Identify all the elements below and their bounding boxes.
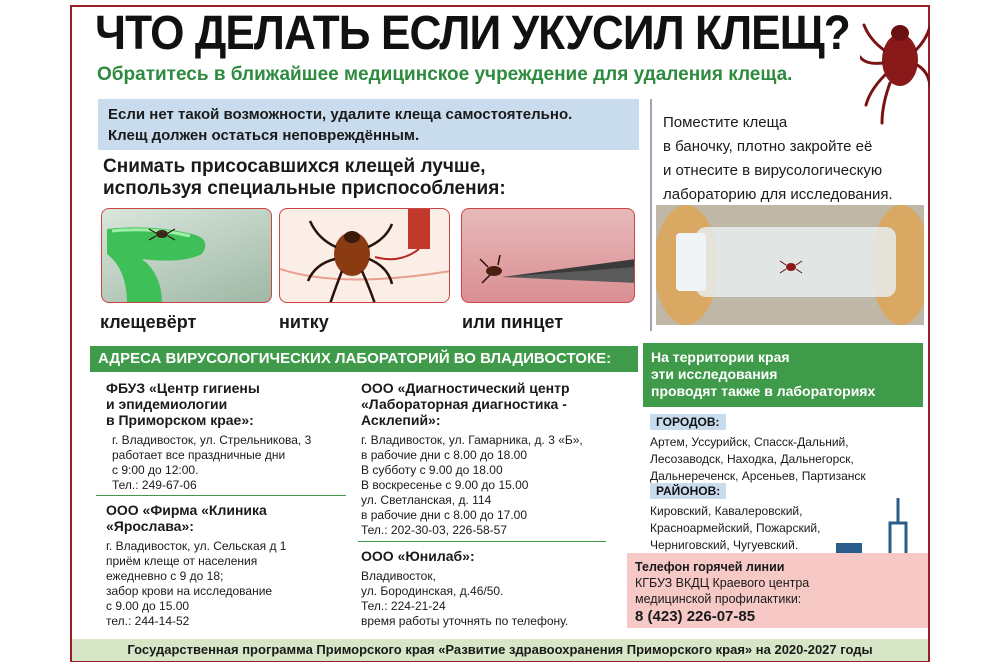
jar-line-4: лабораторию для исследования. [663,186,893,203]
city-list-line: Лесозаводск, Находка, Дальнегорск, [650,452,854,466]
lab-fbuz [106,380,346,493]
lab-detail-line: В субботу с 9.00 до 18.00 [361,463,503,477]
hotline-phone[interactable]: 8 (423) 226-07-85 [635,608,756,625]
thread-tick-icon [280,209,450,303]
lab-yaroslava [106,502,346,629]
lab-detail-line: время работы уточнять по телефону. [361,614,569,628]
lab-detail-line: Тел.: 249-67-06 [112,478,197,492]
lab-detail-line: г. Владивосток, ул. Сельская д 1 [106,539,287,553]
lab-name-line: «Лабораторная диагностика - [361,396,567,412]
thread-photo [279,208,450,303]
cities-label: ГОРОДОВ: [650,414,726,430]
lab-divider [358,541,606,542]
region-box-line: проводят также в лабораториях [651,383,876,399]
lab-detail-line: г. Владивосток, ул. Стрельникова, 3 [112,433,312,447]
jar-line-2: в баночку, плотно закройте её [663,138,873,155]
lab-divider [96,495,346,496]
jar-instruction-text [663,111,923,207]
note-line-2: Клещ должен остаться неповреждённым. [108,127,420,144]
lab-name [106,380,346,428]
caption-tick-twister: клещевёрт [100,312,197,332]
removal-line-2: используя специальные приспособления: [103,178,506,199]
districts-label: РАЙОНОВ: [650,483,726,499]
lab-detail-line: с 9:00 до 12:00. [112,463,199,477]
lab-detail-line: Тел.: 224-21-24 [361,599,446,613]
lab-name [361,548,621,564]
lab-detail-line: В воскресенье с 9.00 до 15.00 [361,478,529,492]
tweezers-photo [461,208,635,303]
lab-name-line: в Приморском крае»: [106,412,254,428]
lab-detail-line: в рабочие дни с 8.00 до 17.00 [361,508,528,522]
removal-line-1: Снимать присосавшихся клещей лучше, [103,156,486,177]
cities-block [650,413,866,485]
hotline-org-line-2: медицинской профилактики: [635,592,802,606]
jar-line-3: и отнесите в вирусологическую [663,162,883,179]
city-list-line: Артем, Уссурийск, Спасск-Дальний, [650,435,849,449]
lab-unilab [361,548,621,629]
lab-name-line: ООО «Диагностический центр [361,380,570,396]
note-line-1: Если нет такой возможности, удалите клеща самостоятельно. [108,106,573,123]
jar-photo [656,205,924,325]
lab-name [361,380,621,428]
removal-instruction [103,156,506,200]
hotline-heading: Телефон горячей линии [635,560,785,574]
lab-detail-line: с 9.00 до 15.00 [106,599,190,613]
lab-name-line: ФБУЗ «Центр гигиены [106,380,260,396]
hotline-box [627,553,928,628]
lab-detail-line: в рабочие дни с 8.00 до 18.00 [361,448,528,462]
lab-asklepiy [361,380,621,538]
district-list-line: Красноармейский, Пожарский, [650,521,821,535]
region-labs-box [643,343,923,407]
region-box-line: эти исследования [651,366,778,382]
lab-name [106,502,346,534]
poster-title: ЧТО ДЕЛАТЬ ЕСЛИ УКУСИЛ КЛЕЩ? [95,7,850,60]
districts-block [650,482,820,554]
tweezers-icon [462,209,635,303]
lab-detail-line: Тел.: 202-30-03, 226-58-57 [361,523,508,537]
lab-detail-line: г. Владивосток, ул. Гамарника, д. 3 «Б», [361,433,583,447]
lab-name-line: «Ярослава»: [106,518,194,534]
caption-thread: нитку [279,312,329,332]
poster-subtitle: Обратитесь в ближайшее медицинское учреждение для удаления клеща. [97,64,793,85]
lab-detail-line: тел.: 244-14-52 [106,614,190,628]
city-list-line: Дальнереченск, Арсеньев, Партизанск [650,469,866,483]
region-box-line: На территории края [651,349,790,365]
tick-twister-photo [101,208,272,303]
district-list-line: Черниговский, Чугуевский. [650,538,799,552]
lab-detail-line: ежедневно с 9 до 18; [106,569,224,583]
labs-heading: АДРЕСА ВИРУСОЛОГИЧЕСКИХ ЛАБОРАТОРИЙ ВО ВЛАДИВОСТОКЕ: [90,346,638,372]
lab-detail-line: работает все праздничные дни [112,448,286,462]
jar-line-1: Поместите клеща [663,114,788,131]
lab-detail-line: Владивосток, [361,569,436,583]
district-list-line: Кировский, Кавалеровский, [650,504,803,518]
lab-detail-line: ул. Светланская, д. 114 [361,493,492,507]
self-removal-note [98,99,639,150]
tick-twister-icon [102,209,272,303]
caption-tweezers: или пинцет [462,312,564,332]
hotline-org-line-1: КГБУЗ ВКДЦ Краевого центра [635,576,810,590]
lab-name-line: и эпидемиологии [106,396,228,412]
lab-detail-line: ул. Бородинская, д.46/50. [361,584,504,598]
lab-detail-line: забор крови на исследование [106,584,273,598]
lab-name-line: ООО «Юнилаб»: [361,548,475,564]
program-footer: Государственная программа Приморского края «Развитие здравоохранения Приморского края» на 2020-2027 годы [72,639,928,661]
lab-name-line: ООО «Фирма «Клиника [106,502,267,518]
lab-name-line: Асклепий»: [361,412,441,428]
jar-with-tick-icon [656,205,924,325]
lab-detail-line: приём клеще от населения [106,554,258,568]
